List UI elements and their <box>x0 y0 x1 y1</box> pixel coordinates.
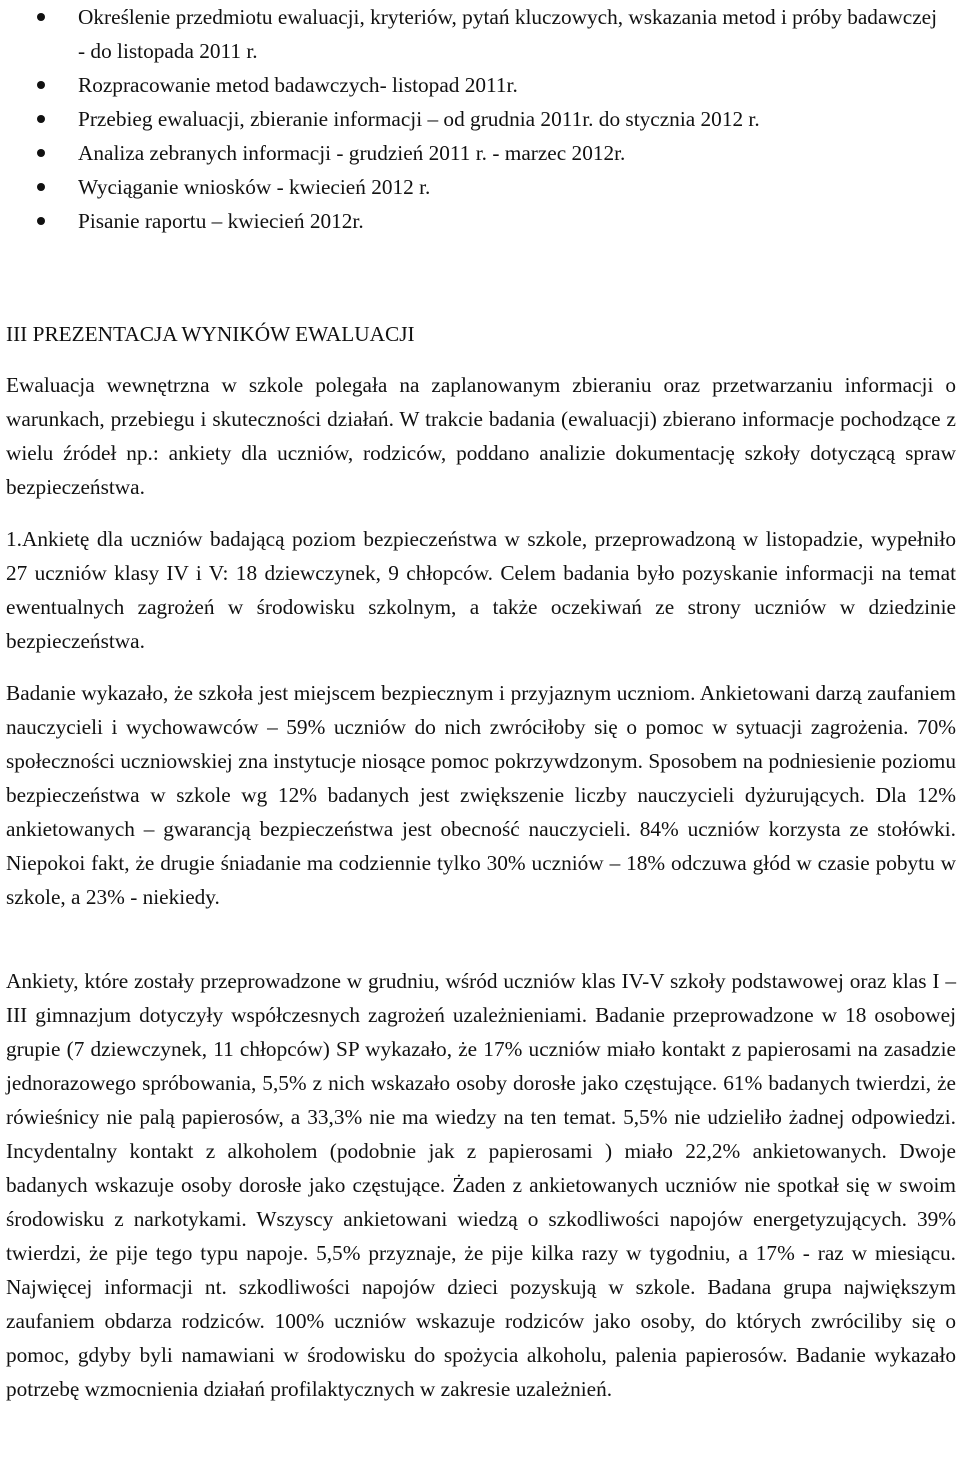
section-heading: III PREZENTACJA WYNIKÓW EWALUACJI <box>6 322 415 346</box>
paragraph-safety-survey: 1.Ankietę dla uczniów badającą poziom bezpieczeństwa w szkole, przeprowadzoną w listopadzie, wypełniło 27 uczniów klasy IV i V: 18 dziewczynek, 9 chłopców. Celem badania było pozyskanie informacji na temat ewentualnych zagrożeń w środowisku szkolnym, a także oczekiwań ze strony uczniów w dziedzinie bezpieczeństwa. <box>6 527 956 653</box>
list-item-text: Rozpracowanie metod badawczych- listopad 2011r. <box>78 73 518 97</box>
list-item-text: Pisanie raportu – kwiecień 2012r. <box>78 209 364 233</box>
list-item <box>0 102 960 136</box>
bullet-icon <box>37 183 45 191</box>
list-item <box>0 136 960 170</box>
bullet-icon <box>37 115 45 123</box>
bullet-icon <box>37 217 45 225</box>
list-item <box>0 68 960 102</box>
bullet-icon <box>37 13 45 21</box>
list-item <box>0 170 960 204</box>
paragraph-safety-results: Badanie wykazało, że szkoła jest miejscem bezpiecznym i przyjaznym uczniom. Ankietowani darzą zaufaniem nauczycieli i wychowawców – 59% uczniów do nich zwróciłoby się o pomoc w sytuacji zagrożenia. 70% społeczności uczniowskiej zna instytucje niosące pomoc pokrzywdzonym. Sposobem na podniesienie poziomu bezpieczeństwa w szkole wg 12% badanych jest zwiększenie liczby nauczycieli dyżurujących. Dla 12% ankietowanych – gwarancją bezpieczeństwa jest obecność nauczycieli. 84% uczniów korzysta ze stołówki. Niepokoi fakt, że drugie śniadanie ma codziennie tylko 30% uczniów – 18% odczuwa głód w czasie pobytu w szkole, a 23% - niekiedy. <box>6 681 956 909</box>
list-item-text: Określenie przedmiotu ewaluacji, kryteriów, pytań kluczowych, wskazania metod i próby badawczej - do listopada 2011 r. <box>78 5 938 63</box>
bullet-icon <box>37 81 45 89</box>
list-item <box>0 0 960 68</box>
list-item-text: Przebieg ewaluacji, zbieranie informacji – od grudnia 2011r. do stycznia 2012 r. <box>78 107 760 131</box>
list-item-text: Wyciąganie wniosków - kwiecień 2012 r. <box>78 175 431 199</box>
list-item-text: Analiza zebranych informacji - grudzień 2011 r. - marzec 2012r. <box>78 141 626 165</box>
paragraph-evaluation-method: Ewaluacja wewnętrzna w szkole polegała na zaplanowanym zbieraniu oraz przetwarzaniu informacji o warunkach, przebiegu i skuteczności działań. W trakcie badania (ewaluacji) zbierano informacje pochodzące z wielu źródeł np.: ankiety dla uczniów, rodziców, poddano analizie dokumentację szkoły dotyczącą spraw bezpieczeństwa. <box>6 373 956 499</box>
schedule-list <box>0 0 960 238</box>
list-item <box>0 204 960 238</box>
paragraph-addiction-survey: Ankiety, które zostały przeprowadzone w grudniu, wśród uczniów klas IV-V szkoły podstawowej oraz klas I – III gimnazjum dotyczyły współczesnych zagrożeń uzależnieniami. Badanie przeprowadzone w 18 osobowej grupie (7 dziewczynek, 11 chłopców) SP wykazało, że 17% uczniów miało kontakt z papierosami na zasadzie jednorazowego spróbowania, 5,5% z nich wskazało osoby dorosłe jako częstujące. 61% badanych twierdzi, że rówieśnicy nie palą papierosów, a 33,3% nie ma wiedzy na ten temat. 5,5% nie udzieliło żadnej odpowiedzi. Incydentalny kontakt z alkoholem (podobnie jak z papierosami ) miało 22,2% ankietowanych. Dwoje badanych wskazuje osoby dorosłe jako częstujące. Żaden z ankietowanych uczniów nie spotkał się w swoim środowisku z narkotykami. Wszyscy ankietowani wiedzą o szkodliwości napojów energetyzujących. 39% twierdzi, że pije tego typu napoje. 5,5% przyznaje, że pije kilka razy w tygodniu, a 17% - raz w miesiącu. Najwięcej informacji nt. szkodliwości napojów dzieci pozyskują w szkole. Badana grupa największym zaufaniem obdarza rodziców. 100% uczniów wskazuje rodziców jako osoby, do których zwróciliby się o pomoc, gdyby byli namawiani w środowisku do spożycia alkoholu, palenia papierosów. Badanie wykazało potrzebę wzmocnienia działań profilaktycznych w zakresie uzależnień. <box>6 969 956 1401</box>
bullet-icon <box>37 149 45 157</box>
